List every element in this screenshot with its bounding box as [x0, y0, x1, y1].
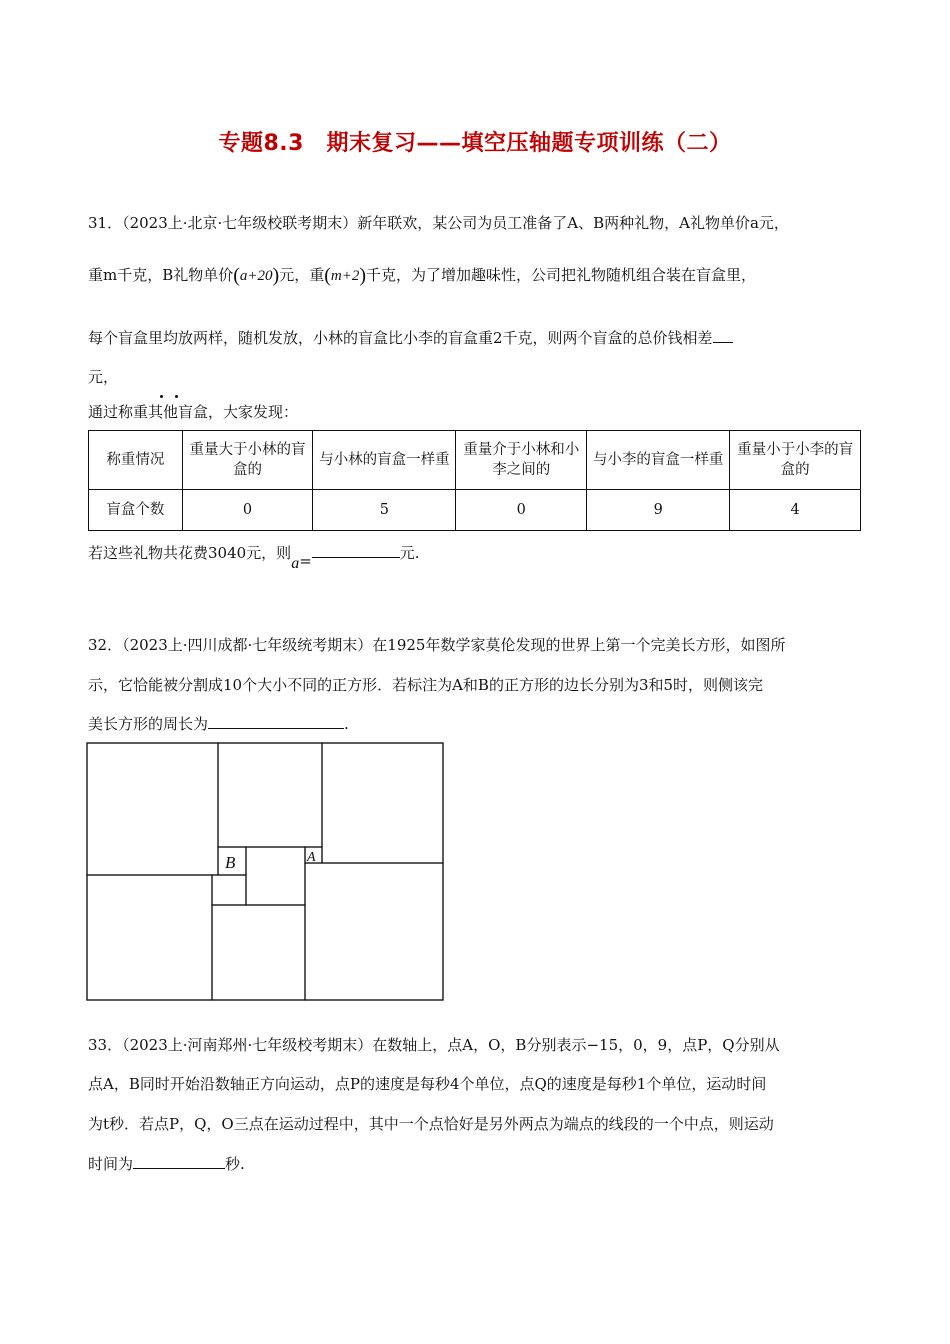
q31-var-a: a	[291, 555, 300, 572]
q33-line-4-end: 秒.	[225, 1155, 245, 1173]
table-cell: 0	[456, 490, 587, 531]
page-title: 专题8.3 期末复习——填空压轴题专项训练（二）	[218, 131, 732, 156]
square-top-right	[322, 743, 443, 863]
q31-line-2b: 元，重	[279, 266, 325, 284]
table-cell: 0	[182, 490, 313, 531]
q32-line-2: 示，它恰能被分割成10个大小不同的正方形．若标注为A和B的正方形的边长分别为3和5时，则侧该完	[88, 676, 764, 694]
weighing-table	[88, 430, 861, 531]
table-row	[89, 490, 861, 531]
q33-line-4-text: 时间为	[88, 1155, 134, 1173]
q32-line-3-end: .	[344, 715, 349, 733]
table-header-row	[89, 431, 861, 490]
square-top-middle	[218, 743, 322, 847]
close-paren: )	[272, 264, 280, 287]
q31-line-4: 元，	[88, 368, 119, 386]
table-header-cell: 重量大于小林的盲盒的	[182, 431, 313, 490]
square-top-left	[87, 743, 218, 875]
answer-blank-3[interactable]	[208, 728, 344, 729]
table-cell: 5	[313, 490, 456, 531]
outer-rectangle	[87, 743, 443, 1000]
emphasis-dot	[160, 395, 163, 398]
square-bottom-right	[305, 863, 443, 1000]
square-bottom-middle	[212, 905, 305, 1000]
q31-line-6b: 元.	[399, 544, 420, 562]
emphasis-dot	[175, 395, 178, 398]
q31-line-6	[88, 542, 878, 572]
answer-blank-1[interactable]	[713, 342, 733, 343]
q31-line-5: 通过称重其他盲盒，大家发现：	[88, 403, 299, 421]
q32-line-3-text: 美长方形的周长为	[88, 715, 209, 733]
q31-line-3	[88, 327, 878, 348]
q32-line-3	[88, 713, 878, 734]
q31-line-1: 31．（2023上·北京·七年级校联考期末）新年联欢，某公司为员工准备了A、B两种礼物，A礼物单价a元，	[88, 214, 789, 232]
table-header-cell: 与小林的盲盒一样重	[313, 431, 456, 490]
q31-line-3-text: 每个盲盒里均放两样，随机发放，小林的盲盒比小李的盲盒重2千克，则两个盲盒的总价钱相差	[88, 329, 713, 347]
q33-line-3: 为t秒．若点P，Q，O三点在运动过程中，其中一个点恰好是另外两点为端点的线段的一个中点，则运动	[88, 1115, 774, 1133]
table-cell: 4	[730, 490, 861, 531]
square-bottom-left	[87, 875, 212, 1000]
table-row-label: 盲盒个数	[89, 490, 183, 531]
square-small-left	[212, 875, 246, 905]
q31-line-2a: 重m千克，B礼物单价	[88, 266, 234, 284]
q31-expr-weight: m+2	[330, 268, 360, 284]
q32-line-1: 32．（2023上·四川成都·七年级统考期末）在1925年数学家莫伦发现的世界上第一个完美长方形，如图所	[88, 636, 786, 654]
open-paren: (	[233, 264, 240, 287]
answer-blank-4[interactable]	[133, 1168, 225, 1169]
square-center	[246, 847, 305, 905]
table-header-cell: 称重情况	[89, 431, 183, 490]
open-paren: (	[324, 264, 331, 287]
q31-line-2c: 千克，为了增加趣味性，公司把礼物随机组合装在盲盒里，	[366, 266, 757, 284]
q31-expr-price: a+20	[239, 268, 273, 284]
label-a: A	[307, 850, 316, 865]
table-header-cell: 重量介于小林和小李之间的	[456, 431, 587, 490]
table-header-cell: 与小李的盲盒一样重	[587, 431, 730, 490]
label-b: B	[225, 853, 236, 872]
q31-line-2	[88, 264, 878, 288]
equals-sign: =	[299, 552, 312, 570]
q33-line-2: 点A，B同时开始沿数轴正方向运动，点P的速度是每秒4个单位，点Q的速度是每秒1个单位，运动时间	[88, 1075, 767, 1093]
answer-blank-2[interactable]	[312, 557, 400, 558]
q31-line-6a: 若这些礼物共花费3040元，则	[88, 544, 292, 562]
q33-line-4	[88, 1153, 878, 1174]
table-header-cell: 重量小于小李的盲盒的	[730, 431, 861, 490]
table-cell: 9	[587, 490, 730, 531]
close-paren: )	[359, 264, 367, 287]
q33-line-1: 33．（2023上·河南郑州·七年级校考期末）在数轴上，点A，O，B分别表示−15，0，9，点P，Q分别从	[88, 1036, 780, 1054]
perfect-rectangle-diagram	[86, 742, 446, 1004]
